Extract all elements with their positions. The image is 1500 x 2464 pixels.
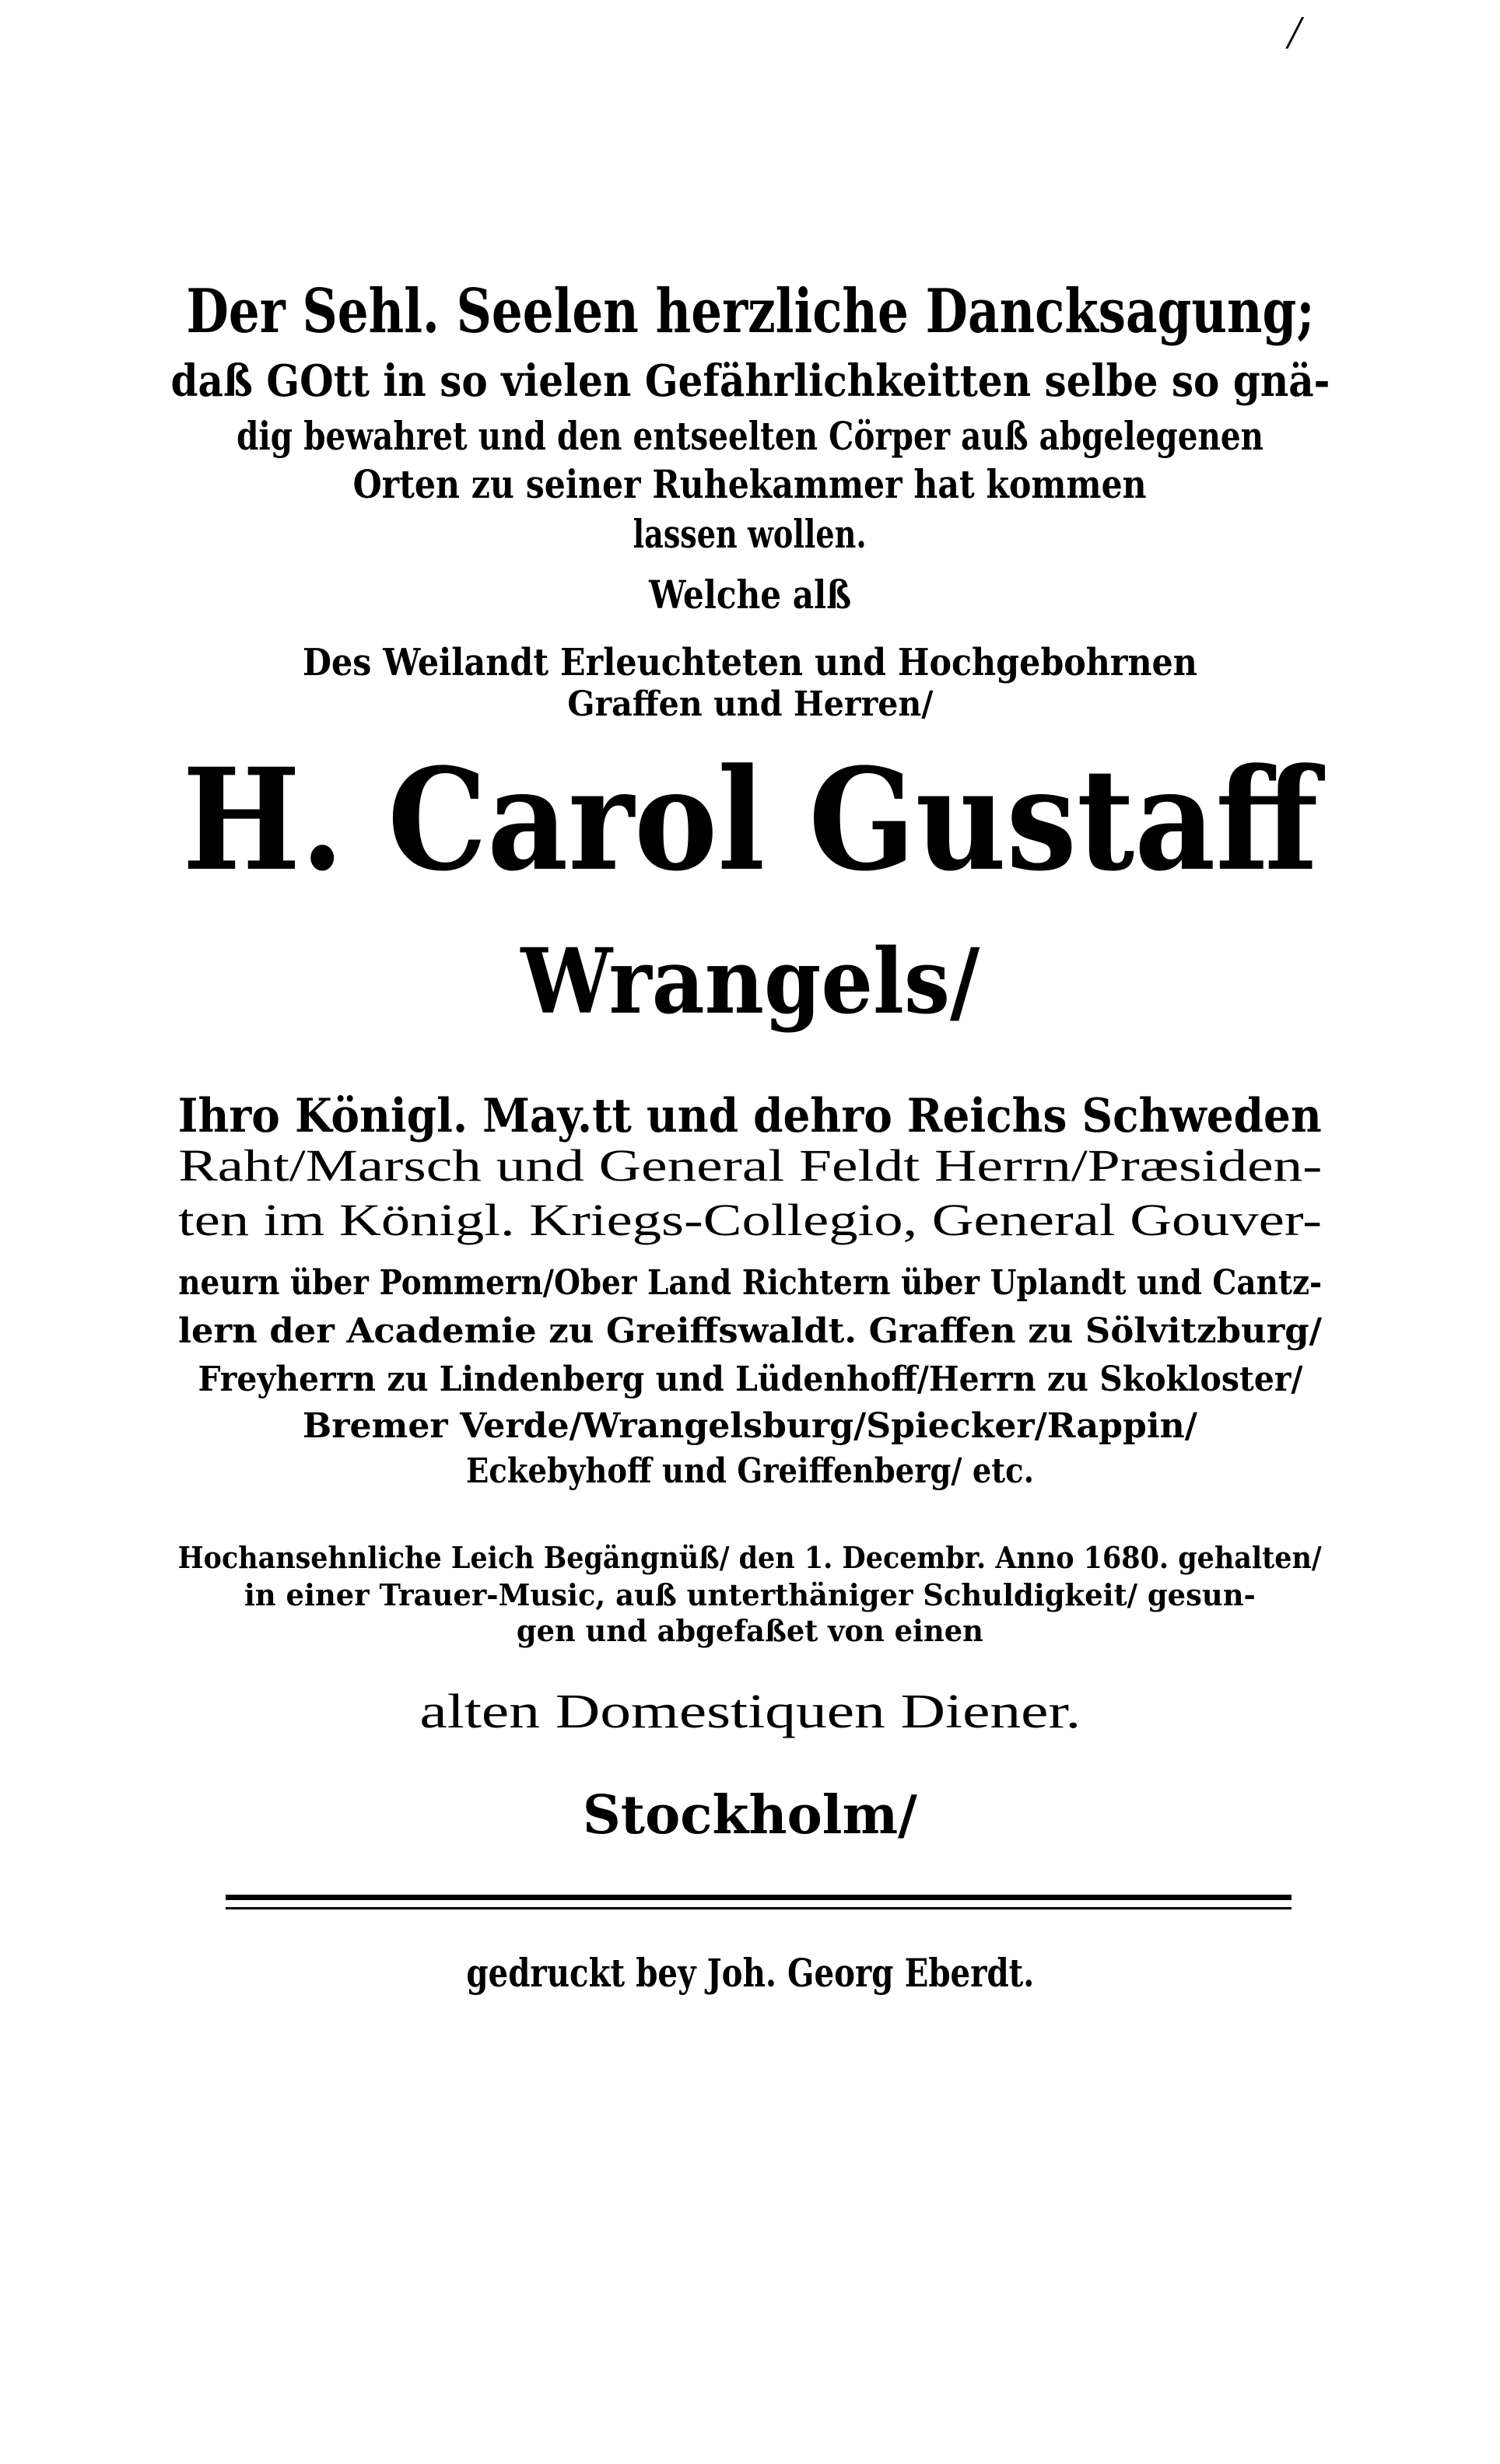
heading-line-5: lassen wollen. bbox=[633, 511, 867, 557]
titles-line-1: Ihro Königl. May.tt und dehro Reichs Schweden bbox=[178, 1089, 1322, 1143]
page-mark: / bbox=[1288, 7, 1301, 58]
occasion-line-3: gen und abgefaßet von einen bbox=[516, 1613, 983, 1648]
titles-line-4: neurn über Pommern/Ober Land Richtern über Uplandt und Cantz- bbox=[178, 1263, 1322, 1303]
occasion-line-2: in einer Trauer-Music, auß unterthäniger Schuldigkeit/ gesun- bbox=[244, 1577, 1256, 1612]
heading-line-3: dig bewahret und den entseelten Cörper auß abgelegenen bbox=[236, 413, 1263, 459]
welche-als: Welche alß bbox=[649, 572, 851, 618]
titles-line-2: Raht/Marsch und General Feldt Herrn/Præsiden- bbox=[178, 1140, 1322, 1191]
subject-name: H. Carol Gustaff bbox=[182, 738, 1318, 902]
titles-line-6: Freyherrn zu Lindenberg und Lüdenhoff/Herrn zu Skokloster/ bbox=[198, 1360, 1302, 1399]
rule-thin bbox=[226, 1907, 1291, 1909]
titles-line-8: Eckebyhoff und Greiffenberg/ etc. bbox=[465, 1451, 1034, 1491]
imprint-line: gedruckt bey Joh. Georg Eberdt. bbox=[466, 1950, 1034, 1996]
titles-line-5: lern der Academie zu Greiffswaldt. Graffen zu Sölvitzburg/ bbox=[177, 1311, 1322, 1351]
subject-surname: Wrangels/ bbox=[520, 929, 980, 1034]
titles-line-7: Bremer Verde/Wrangelsburg/Spiecker/Rappin/ bbox=[302, 1406, 1197, 1446]
place-line: Stockholm/ bbox=[583, 1784, 917, 1846]
graffen-line: Graffen und Herren/ bbox=[566, 684, 933, 724]
des-weilandt-line: Des Weilandt Erleuchteten und Hochgebohrnen bbox=[303, 641, 1197, 684]
author-line: alten Domestiquen Diener. bbox=[419, 1685, 1081, 1738]
heading-line-2: daß GOtt in so vielen Gefährlichkeitten selbe so gnä- bbox=[170, 355, 1330, 407]
occasion-line-1: Hochansehnliche Leich Begängnüß/ den 1. Decembr. Anno 1680. gehalten/ bbox=[178, 1540, 1322, 1575]
rule-thick bbox=[226, 1895, 1291, 1900]
heading-line-1: Der Sehl. Seelen herzliche Dancksagung; bbox=[186, 276, 1314, 347]
titles-line-3: ten im Königl. Kriegs-Collegio, General Gouver- bbox=[178, 1195, 1322, 1245]
heading-line-4: Orten zu seiner Ruhekammer hat kommen bbox=[352, 461, 1147, 507]
